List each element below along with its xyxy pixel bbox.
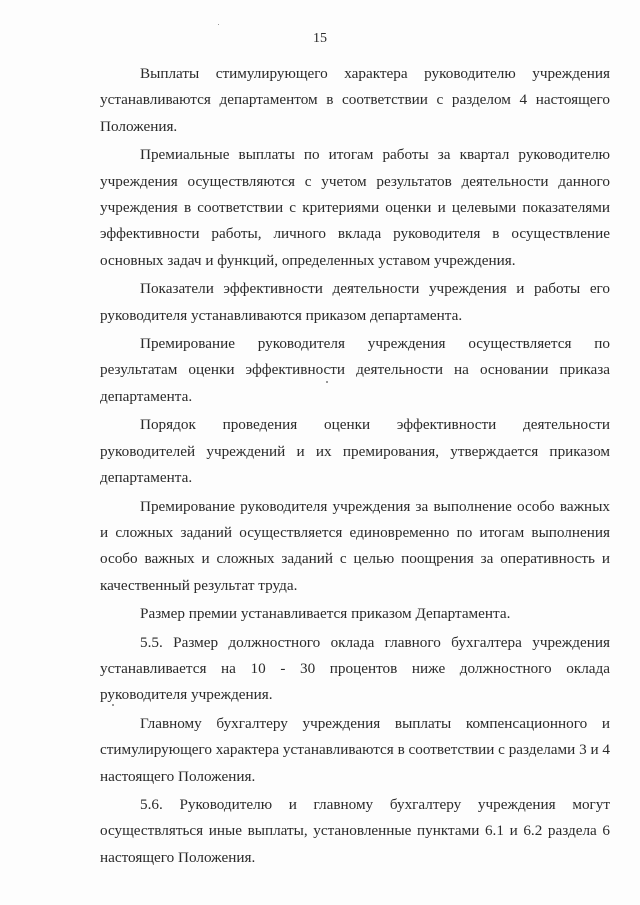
paragraph-7: Размер премии устанавливается приказом Департамента. [140,605,511,623]
paragraph-6: Премирование руководителя учреждения за выполнение особо важных и сложных заданий осуществляется единовременно по итогам выполнения особо важных и сложных заданий с целью поощрения за оперативность и качественный результат труда. [100,497,610,594]
scan-speck [112,704,114,706]
paragraph-8: 5.5. Размер должностного оклада главного бухгалтера учреждения устанавливается на 10 - 30 процентов ниже должностного оклада руководителя учреждения. [100,633,610,704]
paragraph-3: Показатели эффективности деятельности учреждения и работы его руководителя устанавливаются приказом департамента. [100,280,610,324]
paragraph-10: 5.6. Руководителю и главному бухгалтеру учреждения могут осуществляться иные выплаты, установленные пунктами 6.1 и 6.2 раздела 6 настоящего Положения. [100,795,610,866]
paragraph-4: Премирование руководителя учреждения осуществляется по результатам оценки эффективности деятельности на основании приказа департамента. [100,335,610,405]
paragraph-5: Порядок проведения оценки эффективности деятельности руководителей учреждений и их премирования, утверждается приказом департамента. [100,416,610,487]
document-body [100,61,610,871]
scan-speck [218,24,219,25]
paragraph-1: Выплаты стимулирующего характера руководителю учреждения устанавливаются департаментом в соответствии с разделом 4 настоящего Положения. [100,65,610,135]
page-number: 15 [313,31,327,46]
paragraph-2: Премиальные выплаты по итогам работы за квартал руководителю учреждения осуществляются с учетом результатов деятельности данного учреждения в соответствии с критериями оценки и целевыми показателями эффективности работы, личного вклада руководителя в осуществление основных задач и функций, определенных уставом учреждения. [100,146,610,269]
paragraph-9: Главному бухгалтеру учреждения выплаты компенсационного и стимулирующего характера устанавливаются в соответствии с разделами 3 и 4 настоящего Положения. [100,714,610,785]
scan-speck [326,381,328,383]
